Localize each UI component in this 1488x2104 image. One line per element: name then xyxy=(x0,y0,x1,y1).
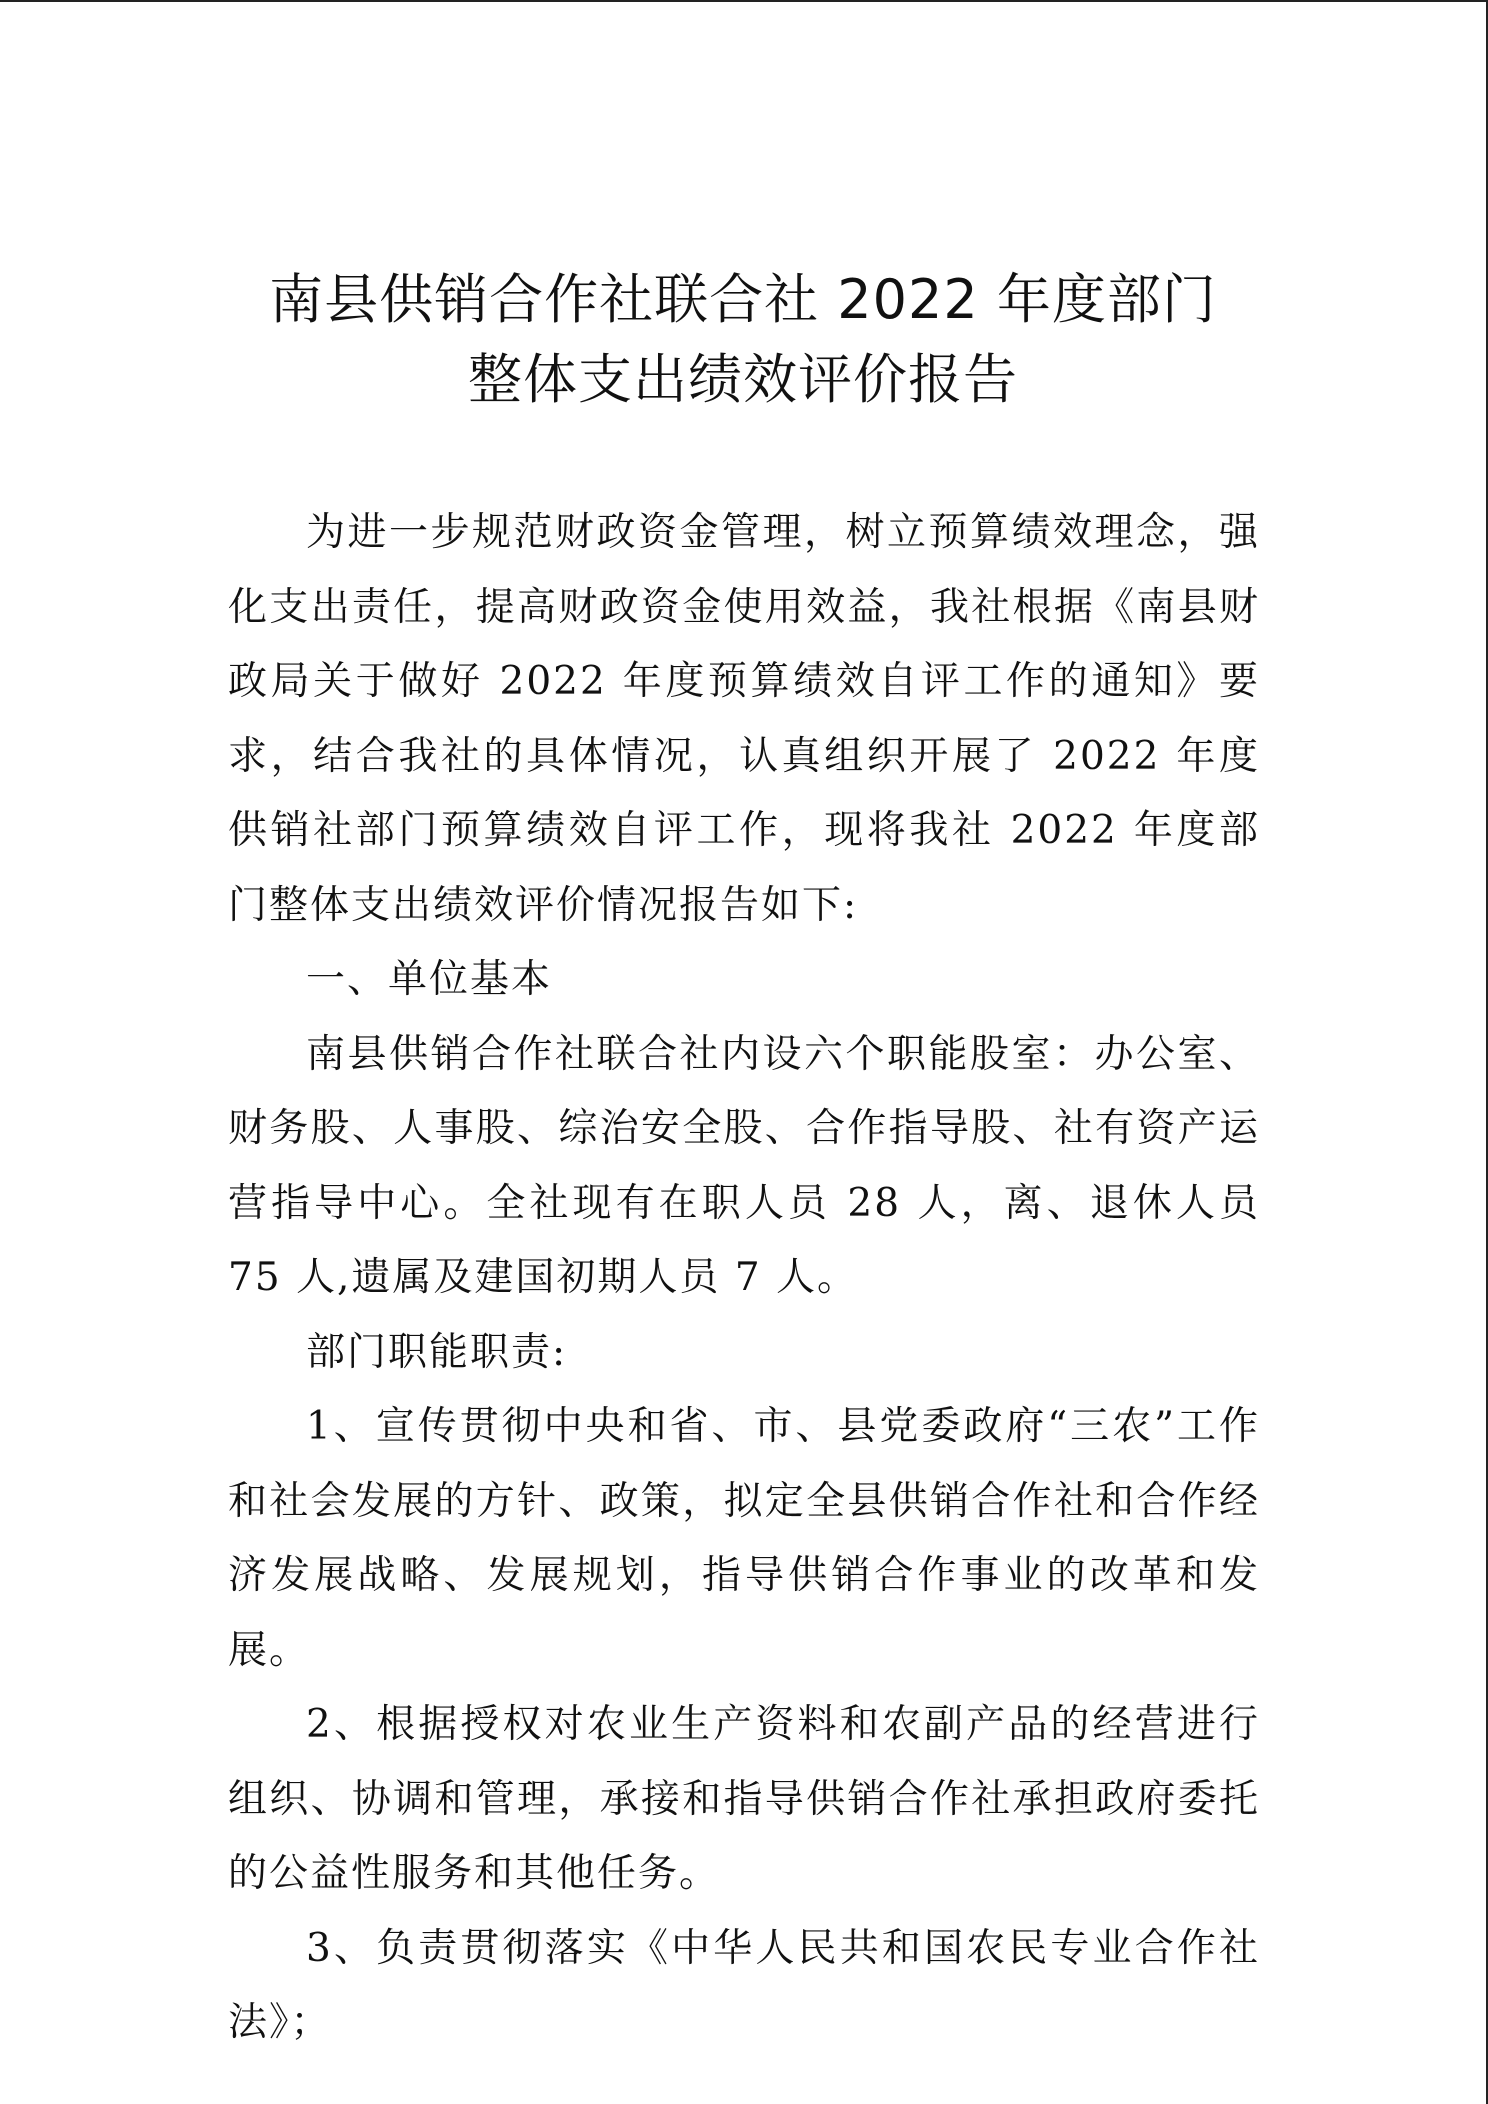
title-line-2: 整体支出绩效评价报告 xyxy=(468,348,1018,411)
duties-heading: 部门职能职责: xyxy=(306,1329,568,1375)
section-heading: 一、单位基本 xyxy=(306,957,553,1002)
unit-description-paragraph: 南县供销合作社联合社内设六个职能股室：办公室、财务股、人事股、综治安全股、合作指导股、社有资产运营指导中心。全社现有在职人员 28 人，离、退休人员 75 人,遗属及建国初期人员 7 人。 xyxy=(228,1031,1260,1300)
duty-item-3: 3、负责贯彻落实《中华人民共和国农民专业合作社法》； xyxy=(228,1925,1260,2045)
duty-item-2: 2、根据授权对农业生产资料和农副产品的经营进行组织、协调和管理，承接和指导供销合作社承担政府委托的公益性服务和其他任务。 xyxy=(228,1702,1260,1896)
intro-paragraph: 为进一步规范财政资金管理，树立预算绩效理念，强化支出责任，提高财政资金使用效益，我社根据《南县财政局关于做好 2022 年度预算绩效自评工作的通知》要求，结合我社的具体情况，认真组织开展了 2022 年度供销社部门预算绩效自评工作，现将我社 2022 年度部门整体支出绩效评价情况报告如下: xyxy=(228,510,1260,928)
duty-item-1: 1、宣传贯彻中央和省、市、县党委政府“三农”工作和社会发展的方针、政策，拟定全县供销合作社和合作经济发展战略、发展规划，指导供销合作事业的改革和发展。 xyxy=(228,1404,1260,1673)
document-title xyxy=(0,260,1486,420)
document-body xyxy=(228,496,1260,2061)
title-line-1: 南县供销合作社联合社 2022 年度部门 xyxy=(269,268,1217,331)
